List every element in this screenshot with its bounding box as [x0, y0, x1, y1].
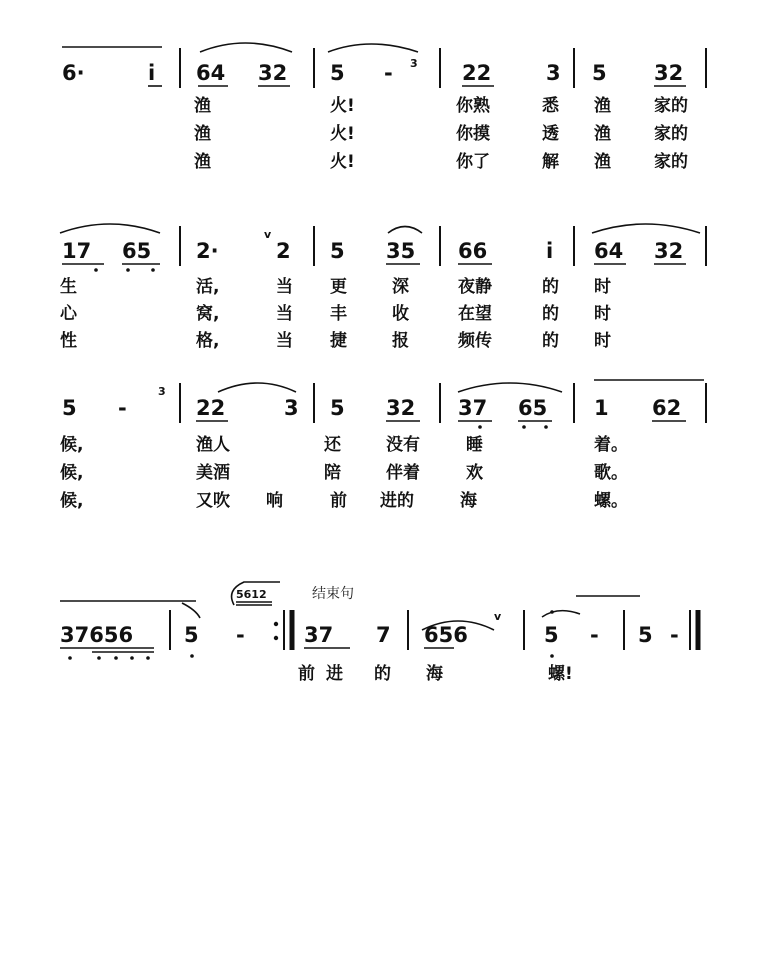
note: 7: [376, 623, 391, 647]
lyric: 螺!: [548, 664, 573, 684]
lyric: 渔: [594, 124, 611, 144]
lyric: 的: [542, 277, 559, 297]
lyric: 你了: [456, 152, 490, 172]
lyric: 还: [324, 435, 341, 455]
lyric: 窝,: [196, 304, 220, 324]
note: 5: [544, 623, 559, 647]
lyric: 渔: [594, 152, 611, 172]
note: 656: [424, 623, 468, 647]
lyric: 丰: [330, 304, 347, 324]
lyric: 进: [326, 664, 343, 684]
note: 65: [518, 396, 548, 420]
note: 64: [594, 239, 624, 263]
lyric: 性: [60, 331, 77, 351]
note: 6·: [62, 61, 85, 85]
lyric: 当: [276, 277, 293, 297]
note: 5: [62, 396, 77, 420]
lyric: 报: [392, 331, 409, 351]
note: 64: [196, 61, 226, 85]
note: 32: [258, 61, 288, 85]
lyric: 响: [266, 491, 283, 511]
system-2: [60, 224, 706, 351]
lyric: 美酒: [196, 463, 230, 483]
lyric: 格,: [196, 331, 220, 351]
lyric: 频传: [458, 331, 492, 351]
note: -: [670, 623, 679, 647]
note: 5: [638, 623, 653, 647]
lyric: 时: [594, 304, 611, 324]
note: 32: [654, 61, 684, 85]
note: 32: [654, 239, 684, 263]
lyric: 睡: [466, 435, 483, 455]
note: 66: [458, 239, 488, 263]
lyric: 渔: [194, 152, 211, 172]
grace-note: 3: [158, 385, 166, 398]
grace-note: 3: [410, 57, 418, 70]
system-1: [62, 43, 706, 172]
lyric: 在望: [458, 304, 492, 324]
lyric: 进的: [380, 491, 414, 511]
lyric: 家的: [654, 152, 688, 172]
lyric: 心: [60, 304, 77, 324]
note: 5: [184, 623, 199, 647]
note: -: [118, 396, 127, 420]
lyric: 解: [542, 152, 559, 172]
lyric: 着。: [594, 435, 628, 455]
grace-notes: 5612: [236, 588, 267, 601]
note: 5: [330, 239, 345, 263]
lyric: 的: [374, 664, 391, 684]
lyric: 家的: [654, 124, 688, 144]
note: 3: [546, 61, 561, 85]
lyric: 渔: [194, 96, 211, 116]
note: i: [148, 61, 156, 85]
note: 37: [458, 396, 488, 420]
lyric: 深: [392, 277, 409, 297]
note: 32: [386, 396, 416, 420]
note: 37656: [60, 623, 134, 647]
lyric: 活,: [196, 277, 220, 297]
note: -: [236, 623, 245, 647]
breath-mark: v: [494, 610, 502, 623]
note: 2: [276, 239, 291, 263]
lyric: 渔: [594, 96, 611, 116]
lyric: 海: [460, 491, 477, 511]
lyric: 歌。: [594, 463, 628, 483]
system-3: [60, 380, 706, 511]
lyric: 捷: [330, 331, 347, 351]
lyric: 透: [542, 124, 559, 144]
note: 1: [594, 396, 609, 420]
lyric: 螺。: [594, 491, 628, 511]
note: 17: [62, 239, 92, 263]
lyric: 当: [276, 304, 293, 324]
breath-mark: v: [264, 228, 272, 241]
lyric: 火!: [330, 152, 355, 172]
note: 65: [122, 239, 152, 263]
note: 5: [330, 396, 345, 420]
note: -: [590, 623, 599, 647]
lyric: 时: [594, 277, 611, 297]
lyric: 夜静: [458, 277, 492, 297]
ending-label: 结束句: [312, 586, 354, 602]
lyric: 家的: [654, 96, 688, 116]
note: i: [546, 239, 554, 263]
lyric: 渔人: [196, 435, 230, 455]
lyric: 前: [298, 664, 315, 684]
lyric: 火!: [330, 124, 355, 144]
lyric: 悉: [542, 96, 559, 116]
note: 5: [592, 61, 607, 85]
lyric: 你熟: [456, 96, 490, 116]
lyric: 候,: [60, 435, 84, 455]
note: 62: [652, 396, 682, 420]
lyric: 又吹: [196, 491, 230, 511]
lyric: 没有: [386, 435, 420, 455]
lyric: 候,: [60, 491, 84, 511]
note: 22: [196, 396, 226, 420]
lyric: 的: [542, 331, 559, 351]
note: -: [384, 61, 393, 85]
system-4: [60, 582, 698, 684]
lyric: 前: [330, 491, 347, 511]
lyric: 更: [330, 277, 347, 297]
lyric: 生: [60, 277, 77, 297]
lyric: 渔: [194, 124, 211, 144]
lyric: 你摸: [456, 124, 490, 144]
lyric: 海: [426, 664, 443, 684]
lyric: 火!: [330, 96, 355, 116]
note: 37: [304, 623, 334, 647]
note: 35: [386, 239, 416, 263]
note: 3: [284, 396, 299, 420]
lyric: 候,: [60, 463, 84, 483]
lyric: 当: [276, 331, 293, 351]
lyric: 收: [392, 304, 409, 324]
lyric: 伴着: [386, 463, 420, 483]
note: 2·: [196, 239, 219, 263]
note: 22: [462, 61, 492, 85]
lyric: 的: [542, 304, 559, 324]
lyric: 欢: [466, 463, 483, 483]
lyric: 时: [594, 331, 611, 351]
note: 5: [330, 61, 345, 85]
lyric: 陪: [324, 463, 341, 483]
